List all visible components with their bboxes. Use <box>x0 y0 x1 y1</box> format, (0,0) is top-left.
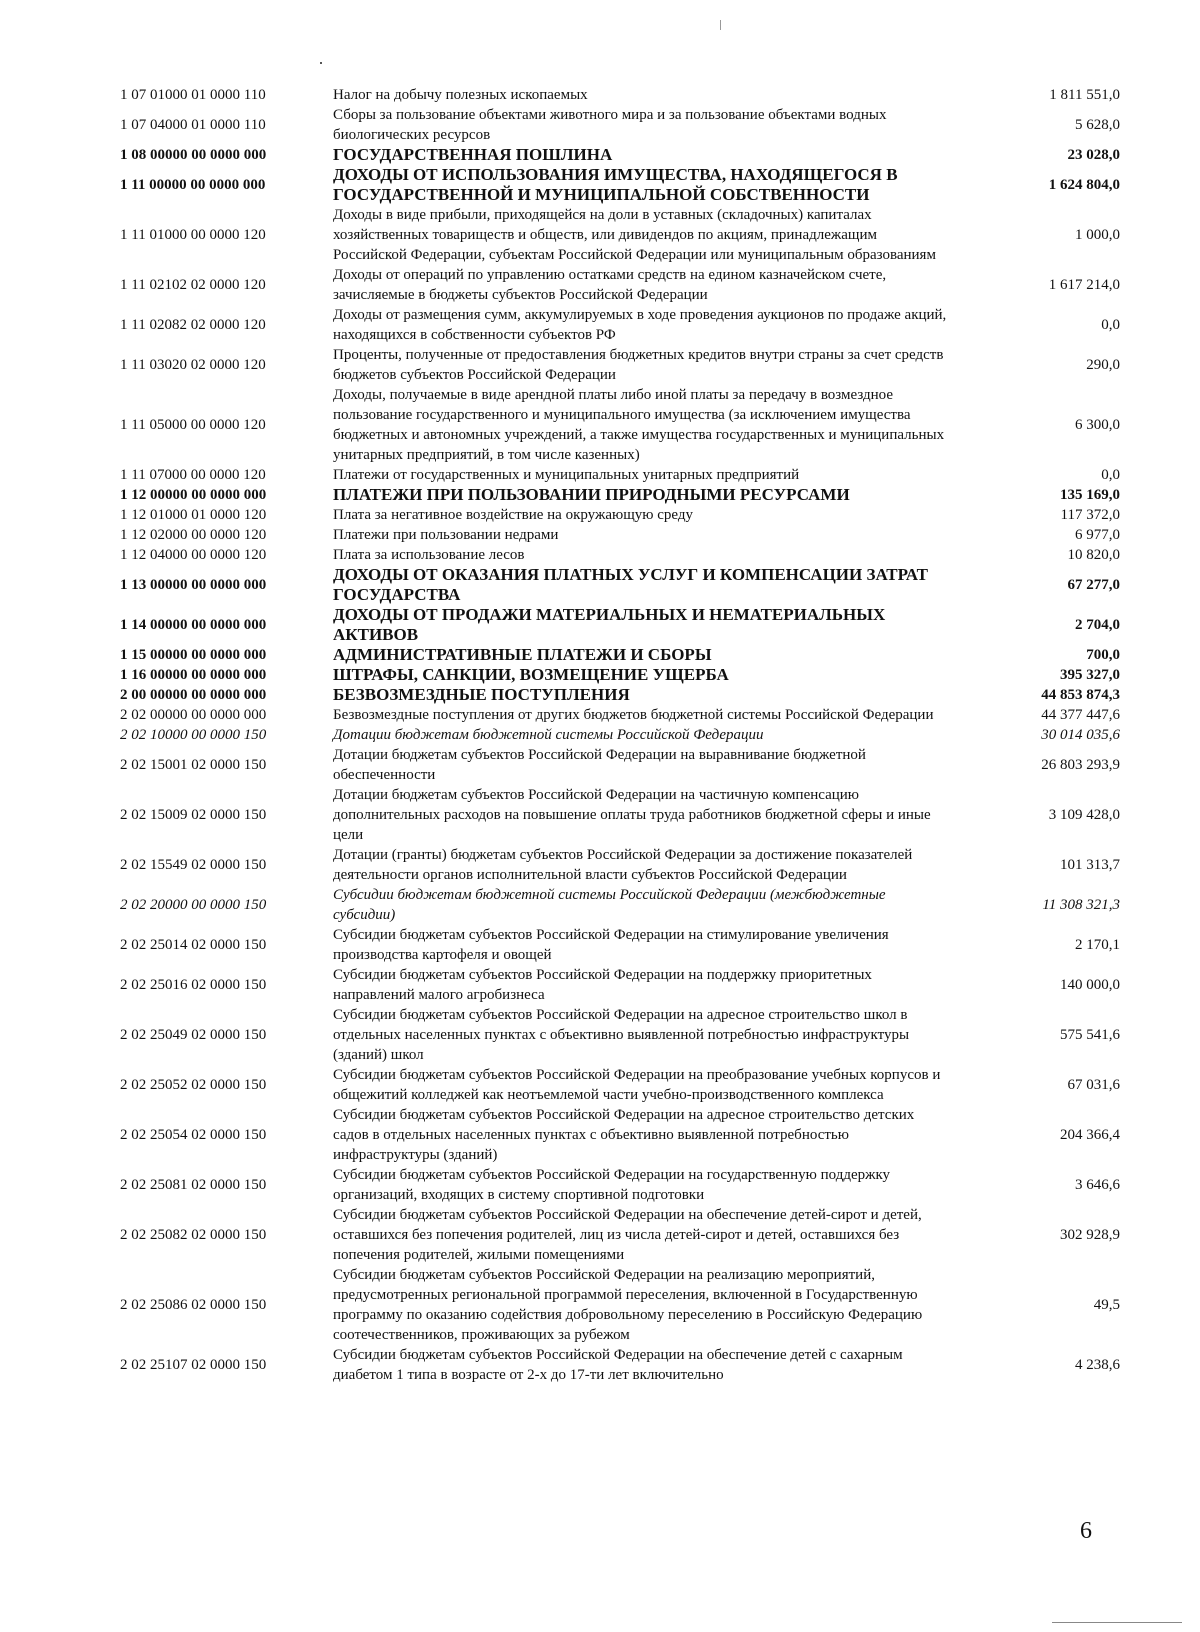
amount-cell: 3 646,6 <box>1075 1177 1120 1193</box>
revenue-name-cell: ПЛАТЕЖИ ПРИ ПОЛЬЗОВАНИИ ПРИРОДНЫМИ РЕСУРСАМИ <box>333 485 850 504</box>
budget-code-cell: 1 07 01000 01 0000 110 <box>120 87 266 103</box>
budget-code-cell: 2 02 25081 02 0000 150 <box>120 1177 267 1193</box>
budget-code-cell: 1 13 00000 00 0000 000 <box>120 577 267 593</box>
table-row <box>120 845 1120 885</box>
table-row <box>120 565 1120 605</box>
amount-cell: 67 031,6 <box>1067 1077 1120 1093</box>
amount-cell: 6 300,0 <box>1075 417 1120 433</box>
budget-code-cell: 1 11 03020 02 0000 120 <box>120 357 266 373</box>
table-row <box>120 885 1120 925</box>
budget-rows <box>120 85 1120 1385</box>
budget-code-cell: 1 15 00000 00 0000 000 <box>120 647 267 663</box>
budget-code-cell: 2 02 25016 02 0000 150 <box>120 977 267 993</box>
revenue-name-cell: Дотации (гранты) бюджетам субъектов Российской Федерации за достижение показателей деятельности органов исполнительной власти субъектов Российской Федерации <box>333 847 913 883</box>
revenue-name-cell: Субсидии бюджетам бюджетной системы Российской Федерации (межбюджетные субсидии) <box>333 887 886 923</box>
revenue-name-cell: Сборы за пользование объектами животного мира и за пользование объектами водных биологических ресурсов <box>333 107 887 143</box>
scan-speck <box>320 62 322 64</box>
revenue-name-cell: БЕЗВОЗМЕЗДНЫЕ ПОСТУПЛЕНИЯ <box>333 685 630 704</box>
amount-cell: 302 928,9 <box>1060 1227 1120 1243</box>
table-row <box>120 205 1120 265</box>
revenue-name-cell: ГОСУДАРСТВЕННАЯ ПОШЛИНА <box>333 145 613 164</box>
budget-code-cell: 2 02 25082 02 0000 150 <box>120 1227 267 1243</box>
table-row <box>120 745 1120 785</box>
table-row <box>120 485 1120 505</box>
table-row <box>120 705 1120 725</box>
amount-cell: 2 704,0 <box>1075 617 1120 633</box>
budget-code-cell: 1 14 00000 00 0000 000 <box>120 617 267 633</box>
revenue-name-cell: Дотации бюджетам субъектов Российской Федерации на частичную компенсацию дополнительных расходов на повышение оплаты труда работников бюджетной сферы и иные цели <box>333 787 931 843</box>
budget-code-cell: 2 02 15009 02 0000 150 <box>120 807 267 823</box>
revenue-name-cell: Платежи при пользовании недрами <box>333 527 559 543</box>
revenue-name-cell: Доходы, получаемые в виде арендной платы либо иной платы за передачу в возмездное пользование государственного и муниципального имущества (за исключением имущества бюджетных и автономных учреждений, а также имущества государственных и муниципальных унитарных предприятий, в том числе казенных) <box>333 387 945 463</box>
budget-code-cell: 2 02 15001 02 0000 150 <box>120 757 267 773</box>
revenue-name-cell: Субсидии бюджетам субъектов Российской Федерации на адресное строительство детских садов в отдельных населенных пунктах с объективно выявленной потребностью инфраструктуры (зданий) <box>333 1107 915 1163</box>
table-row <box>120 85 1120 105</box>
revenue-name-cell: Налог на добычу полезных ископаемых <box>333 87 588 103</box>
budget-code-cell: 2 02 20000 00 0000 150 <box>120 897 267 913</box>
scan-speck <box>720 20 721 30</box>
table-row <box>120 605 1120 645</box>
amount-cell: 290,0 <box>1086 357 1120 373</box>
budget-code-cell: 1 07 04000 01 0000 110 <box>120 117 266 133</box>
table-row <box>120 1265 1120 1345</box>
budget-code-cell: 1 11 00000 00 0000 000 <box>120 177 266 193</box>
amount-cell: 30 014 035,6 <box>1041 727 1120 743</box>
budget-code-cell: 1 12 02000 00 0000 120 <box>120 527 267 543</box>
table-row <box>120 105 1120 145</box>
table-row <box>120 1065 1120 1105</box>
revenue-name-cell: Доходы от операций по управлению остатками средств на едином казначейском счете, зачисляемые в бюджеты субъектов Российской Федерации <box>333 267 887 303</box>
budget-code-cell: 2 02 25014 02 0000 150 <box>120 937 267 953</box>
amount-cell: 5 628,0 <box>1075 117 1120 133</box>
amount-cell: 575 541,6 <box>1060 1027 1120 1043</box>
amount-cell: 2 170,1 <box>1075 937 1120 953</box>
amount-cell: 11 308 321,3 <box>1042 897 1120 913</box>
revenue-name-cell: Дотации бюджетам бюджетной системы Российской Федерации <box>333 727 764 743</box>
amount-cell: 135 169,0 <box>1060 487 1120 503</box>
budget-code-cell: 2 02 25054 02 0000 150 <box>120 1127 267 1143</box>
budget-code-cell: 1 11 01000 00 0000 120 <box>120 227 266 243</box>
amount-cell: 140 000,0 <box>1060 977 1120 993</box>
table-row <box>120 685 1120 705</box>
revenue-name-cell: Плата за использование лесов <box>333 547 525 563</box>
revenue-name-cell: Субсидии бюджетам субъектов Российской Федерации на преобразование учебных корпусов и общежитий колледжей как неотъемлемой части учебно-производственного комплекса <box>333 1067 941 1103</box>
table-row <box>120 725 1120 745</box>
budget-code-cell: 1 11 02102 02 0000 120 <box>120 277 266 293</box>
budget-code-cell: 2 02 00000 00 0000 000 <box>120 707 267 723</box>
table-row <box>120 925 1120 965</box>
table-row <box>120 965 1120 1005</box>
budget-code-cell: 2 02 25049 02 0000 150 <box>120 1027 267 1043</box>
amount-cell: 6 977,0 <box>1075 527 1120 543</box>
table-row <box>120 145 1120 165</box>
budget-code-cell: 2 02 15549 02 0000 150 <box>120 857 267 873</box>
amount-cell: 101 313,7 <box>1060 857 1120 873</box>
amount-cell: 23 028,0 <box>1067 147 1120 163</box>
table-row <box>120 385 1120 465</box>
budget-code-cell: 1 11 07000 00 0000 120 <box>120 467 266 483</box>
budget-code-cell: 2 02 25107 02 0000 150 <box>120 1357 267 1373</box>
table-row <box>120 305 1120 345</box>
amount-cell: 1 624 804,0 <box>1048 177 1120 193</box>
amount-cell: 44 377 447,6 <box>1041 707 1120 723</box>
scan-edge-line <box>1052 1622 1182 1623</box>
table-row <box>120 1165 1120 1205</box>
amount-cell: 1 000,0 <box>1075 227 1120 243</box>
revenue-name-cell: Субсидии бюджетам субъектов Российской Федерации на реализацию мероприятий, предусмотренных региональной программой переселения, включенной в Государственную программу по оказанию содействия добровольному переселению в Российскую Федерацию соотечественников, проживающих за рубежом <box>333 1267 923 1343</box>
revenue-name-cell: Дотации бюджетам субъектов Российской Федерации на выравнивание бюджетной обеспеченности <box>333 747 866 783</box>
table-row <box>120 545 1120 565</box>
amount-cell: 0,0 <box>1101 317 1120 333</box>
revenue-name-cell: Плата за негативное воздействие на окружающую среду <box>333 507 693 523</box>
revenue-name-cell: Субсидии бюджетам субъектов Российской Федерации на обеспечение детей-сирот и детей, оставшихся без попечения родителей, лиц из числа детей-сирот и детей, оставшихся без попечения родителей, жилыми помещениями <box>333 1207 922 1263</box>
table-row <box>120 345 1120 385</box>
revenue-name-cell: АДМИНИСТРАТИВНЫЕ ПЛАТЕЖИ И СБОРЫ <box>333 645 712 664</box>
amount-cell: 1 617 214,0 <box>1048 277 1120 293</box>
revenue-name-cell: Доходы в виде прибыли, приходящейся на доли в уставных (складочных) капиталах хозяйственных товариществ и обществ, или дивидендов по акциям, принадлежащим Российской Федерации, субъектам Российской Федерации или муниципальным образованиям <box>333 207 936 263</box>
revenue-name-cell: Субсидии бюджетам субъектов Российской Федерации на адресное строительство школ в отдельных населенных пунктах с объективно выявленной потребностью инфраструктуры (зданий) школ <box>333 1007 910 1063</box>
amount-cell: 0,0 <box>1101 467 1120 483</box>
budget-code-cell: 1 11 02082 02 0000 120 <box>120 317 266 333</box>
budget-code-cell: 1 08 00000 00 0000 000 <box>120 147 267 163</box>
revenue-name-cell: Проценты, полученные от предоставления бюджетных кредитов внутри страны за счет средств бюджетов субъектов Российской Федерации <box>333 347 944 383</box>
table-row <box>120 665 1120 685</box>
budget-code-cell: 1 12 00000 00 0000 000 <box>120 487 267 503</box>
budget-code-cell: 1 11 05000 00 0000 120 <box>120 417 266 433</box>
budget-revenue-table <box>120 85 1120 1385</box>
page-number: 6 <box>1080 1518 1092 1544</box>
table-row <box>120 645 1120 665</box>
budget-code-cell: 2 02 10000 00 0000 150 <box>120 727 267 743</box>
revenue-name-cell: ДОХОДЫ ОТ ПРОДАЖИ МАТЕРИАЛЬНЫХ И НЕМАТЕРИАЛЬНЫХ АКТИВОВ <box>333 605 886 644</box>
amount-cell: 3 109 428,0 <box>1048 807 1120 823</box>
revenue-name-cell: Субсидии бюджетам субъектов Российской Федерации на поддержку приоритетных направлений малого агробизнеса <box>333 967 872 1003</box>
table-row <box>120 1345 1120 1385</box>
amount-cell: 67 277,0 <box>1067 577 1120 593</box>
revenue-name-cell: Субсидии бюджетам субъектов Российской Федерации на стимулирование увеличения производства картофеля и овощей <box>333 927 889 963</box>
budget-code-cell: 2 02 25086 02 0000 150 <box>120 1297 267 1313</box>
table-row <box>120 785 1120 845</box>
table-row <box>120 1205 1120 1265</box>
revenue-name-cell: ШТРАФЫ, САНКЦИИ, ВОЗМЕЩЕНИЕ УЩЕРБА <box>333 665 729 684</box>
budget-code-cell: 1 12 04000 00 0000 120 <box>120 547 267 563</box>
table-row <box>120 505 1120 525</box>
budget-code-cell: 1 12 01000 01 0000 120 <box>120 507 267 523</box>
revenue-name-cell: Безвозмездные поступления от других бюджетов бюджетной системы Российской Федерации <box>333 707 934 723</box>
table-row <box>120 1005 1120 1065</box>
amount-cell: 700,0 <box>1086 647 1120 663</box>
amount-cell: 4 238,6 <box>1075 1357 1120 1373</box>
table-row <box>120 165 1120 205</box>
amount-cell: 44 853 874,3 <box>1041 687 1120 703</box>
amount-cell: 1 811 551,0 <box>1049 87 1120 103</box>
amount-cell: 117 372,0 <box>1060 507 1120 523</box>
revenue-name-cell: ДОХОДЫ ОТ ОКАЗАНИЯ ПЛАТНЫХ УСЛУГ И КОМПЕНСАЦИИ ЗАТРАТ ГОСУДАРСТВА <box>333 565 928 604</box>
table-row <box>120 465 1120 485</box>
revenue-name-cell: Платежи от государственных и муниципальных унитарных предприятий <box>333 467 800 483</box>
amount-cell: 49,5 <box>1093 1297 1120 1313</box>
table-row <box>120 1105 1120 1165</box>
revenue-name-cell: Доходы от размещения сумм, аккумулируемых в ходе проведения аукционов по продаже акций, находящихся в собственности субъектов РФ <box>333 307 947 343</box>
amount-cell: 204 366,4 <box>1060 1127 1120 1143</box>
budget-code-cell: 2 02 25052 02 0000 150 <box>120 1077 267 1093</box>
revenue-name-cell: Субсидии бюджетам субъектов Российской Федерации на государственную поддержку организаций, входящих в систему спортивной подготовки <box>333 1167 891 1203</box>
revenue-name-cell: ДОХОДЫ ОТ ИСПОЛЬЗОВАНИЯ ИМУЩЕСТВА, НАХОДЯЩЕГОСЯ В ГОСУДАРСТВЕННОЙ И МУНИЦИПАЛЬНОЙ СОБСТВЕННОСТИ <box>333 165 898 204</box>
budget-code-cell: 2 00 00000 00 0000 000 <box>120 687 267 703</box>
table-row <box>120 525 1120 545</box>
amount-cell: 26 803 293,9 <box>1041 757 1120 773</box>
amount-cell: 395 327,0 <box>1060 667 1120 683</box>
amount-cell: 10 820,0 <box>1067 547 1120 563</box>
revenue-name-cell: Субсидии бюджетам субъектов Российской Федерации на обеспечение детей с сахарным диабетом 1 типа в возрасте от 2-х до 17-ти лет включительно <box>333 1347 903 1383</box>
budget-code-cell: 1 16 00000 00 0000 000 <box>120 667 267 683</box>
table-row <box>120 265 1120 305</box>
